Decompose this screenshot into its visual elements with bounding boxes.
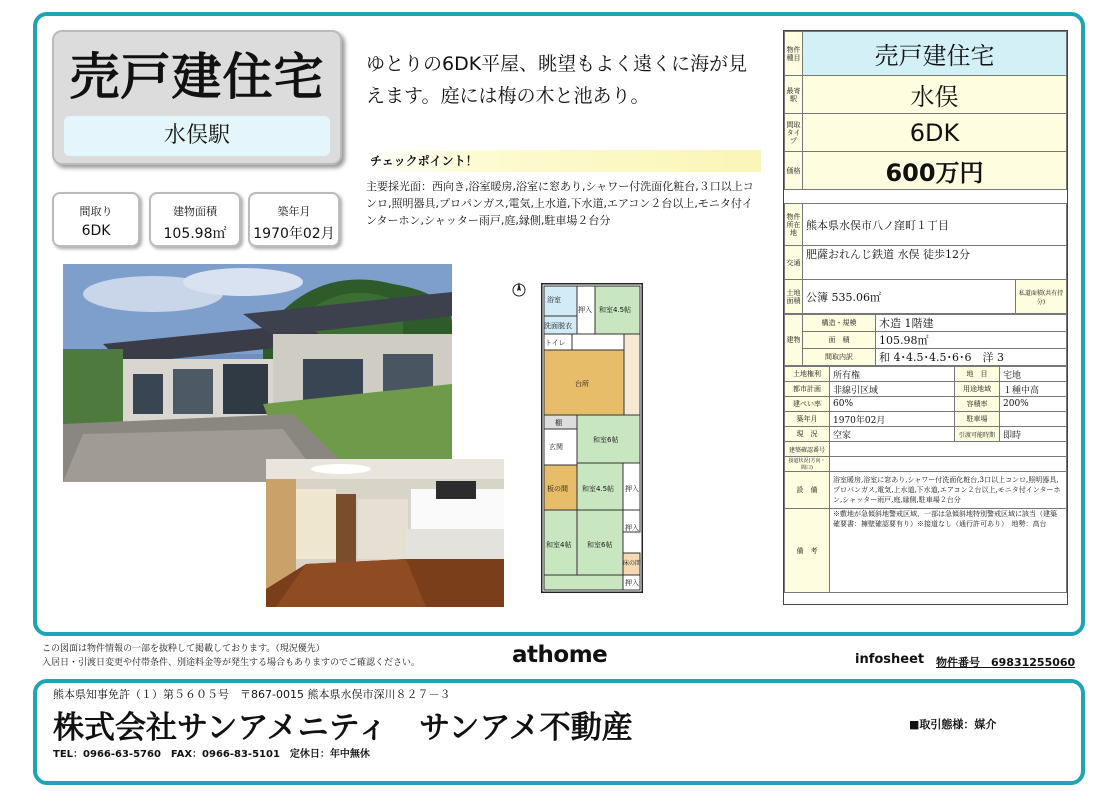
address-value: 熊本県水俣市八ノ窪町１丁目 bbox=[803, 204, 1067, 246]
property-number: 物件番号 69831255060 bbox=[936, 656, 1076, 669]
room-japanese-45-top: 和室4.5帖 bbox=[599, 306, 632, 314]
floor-plan bbox=[541, 283, 643, 593]
room-toilet: トイレ bbox=[545, 339, 566, 347]
remarks-value: ※敷地が急傾斜地警戒区域、一部は急傾斜地特別警戒区域に該当（建築確要書：擁壁確認要有り）※接道なし（通行許可あり） 地勢：高台 bbox=[830, 509, 1067, 593]
room-washroom: 洗面脱衣 bbox=[544, 322, 572, 330]
price-value: 600万円 bbox=[803, 152, 1067, 190]
interior-photo bbox=[266, 459, 504, 607]
area-label: 面 積 bbox=[803, 332, 876, 349]
room-entrance: 玄関 bbox=[549, 443, 563, 451]
delivery-label: 引渡可能時期 bbox=[955, 427, 1000, 442]
stat-layout-value: 6DK bbox=[81, 223, 111, 239]
room-bath: 浴室 bbox=[547, 296, 561, 304]
rooms-label: 間取内訳 bbox=[803, 349, 876, 366]
confirm-label: 建築確認番号 bbox=[785, 442, 830, 457]
station-value: 水俣 bbox=[803, 76, 1067, 114]
built-value: 1970年02月 bbox=[830, 412, 955, 427]
detail-table-top bbox=[784, 203, 1067, 314]
room-tokonoma: 床の間 bbox=[623, 560, 642, 567]
stat-built-label: 築年月 bbox=[277, 205, 311, 218]
type-label: 物件種目 bbox=[785, 32, 803, 76]
infosheet-label: infosheet bbox=[855, 652, 925, 667]
contact-info: TEL：0966-63-5760 FAX：0966-83-5101 定休日：年中無休 bbox=[53, 749, 370, 760]
equipment-label: 設 備 bbox=[785, 472, 830, 509]
city-plan-label: 都市計画 bbox=[785, 382, 830, 397]
room-japanese-45b: 和室4.5帖 bbox=[582, 485, 615, 493]
traffic-label: 交通 bbox=[785, 246, 803, 280]
stat-area-label: 建物面積 bbox=[173, 205, 217, 218]
deal-type: ■取引態様：媒介 bbox=[909, 718, 997, 731]
equipment-value: 浴室暖房,浴室に窓あり,シャワー付洗面化粧台,3口以上コンロ,照明器具,プロパンガス,電気,上水道,下水道,エアコン２台以上,モニタ付インターホン,シャッター雨戸,庭,縁側,駐車場２台分 bbox=[830, 472, 1067, 509]
room-japanese-6b: 和室6帖 bbox=[587, 541, 613, 549]
room-closet-top: 押入 bbox=[578, 306, 592, 314]
remarks-label: 備 考 bbox=[785, 509, 830, 593]
room-closet-mid: 押入 bbox=[625, 485, 639, 493]
coverage-value: 60% bbox=[830, 397, 955, 412]
structure-label: 構造・規模 bbox=[803, 315, 876, 332]
coverage-label: 建ぺい率 bbox=[785, 397, 830, 412]
price-label: 価格 bbox=[785, 152, 803, 190]
delivery-value: 即時 bbox=[1000, 427, 1067, 442]
building-table bbox=[784, 314, 1067, 366]
status-value: 空家 bbox=[830, 427, 955, 442]
stat-area bbox=[149, 192, 241, 247]
parking-value bbox=[1000, 412, 1067, 427]
exterior-photo bbox=[63, 264, 452, 482]
traffic-value: 肥薩おれんじ鉄道 水俣 徒歩12分 bbox=[803, 246, 1067, 280]
stat-layout bbox=[52, 192, 140, 247]
area-value: 105.98㎡ bbox=[876, 332, 1067, 349]
title-box bbox=[52, 30, 342, 165]
stat-area-value: 105.98㎡ bbox=[163, 226, 227, 242]
address-label: 物件所在地 bbox=[785, 204, 803, 246]
room-japanese-4: 和室4帖 bbox=[546, 541, 572, 549]
room-shelf: 棚 bbox=[555, 419, 562, 427]
built-label: 築年月 bbox=[785, 412, 830, 427]
private-road-label: 私道面積(共有持分) bbox=[1016, 280, 1067, 314]
checkpoint-title: チェックポイント！ bbox=[366, 150, 761, 172]
room-closet-bottom: 押入 bbox=[625, 579, 639, 587]
checkpoint-body: 主要採光面：西向き,浴室暖房,浴室に窓あり,シャワー付洗面化粧台,３口以上コンロ,照明器具,プロパンガス,電気,上水道,下水道,エアコン２台以上,モニタ付インターホン,シャッター雨戸,庭,縁側,駐車場２台分 bbox=[366, 180, 754, 227]
city-plan-value: 非線引区域 bbox=[830, 382, 955, 397]
layout-label: 間取タイプ bbox=[785, 114, 803, 152]
company-name: 株式会社サンアメニティ サンアメ不動産 bbox=[53, 710, 633, 746]
room-kitchen: 台所 bbox=[575, 380, 589, 388]
far-label: 容積率 bbox=[955, 397, 1000, 412]
north-compass-icon bbox=[512, 281, 526, 299]
category-label: 地 目 bbox=[955, 367, 1000, 382]
category-value: 宅地 bbox=[1000, 367, 1067, 382]
land-label: 土地面積 bbox=[785, 280, 803, 314]
room-closet-lower: 押入 bbox=[625, 524, 639, 532]
layout-value: 6DK bbox=[803, 114, 1067, 152]
summary-table bbox=[784, 31, 1067, 190]
station-label: 最寄駅 bbox=[785, 76, 803, 114]
station-title: 水俣駅 bbox=[64, 116, 330, 156]
stat-built-value: 1970年02月 bbox=[253, 226, 335, 242]
access-label: 接道状況(方向・間口) bbox=[785, 457, 830, 472]
zoning-value: １種中高 bbox=[1000, 382, 1067, 397]
status-label: 現 況 bbox=[785, 427, 830, 442]
rooms-value: 和 4･4.5･4.5･6･6 洋 3 bbox=[876, 349, 1067, 366]
stat-built bbox=[248, 192, 340, 247]
rights-value: 所有権 bbox=[830, 367, 955, 382]
far-value: 200% bbox=[1000, 397, 1067, 412]
license-info: 熊本県知事免許（１）第５６０５号 〒867-0015 熊本県水俣市深川８２７－３ bbox=[53, 688, 451, 701]
structure-value: 木造 1階建 bbox=[876, 315, 1067, 332]
notice bbox=[42, 642, 420, 670]
notice-line1: この図面は物件情報の一部を抜粋して掲載しております。（現況優先） bbox=[42, 644, 325, 654]
spec-table bbox=[784, 366, 1067, 593]
land-value: 公簿 535.06㎡ bbox=[803, 280, 1016, 314]
athome-logo: athome bbox=[512, 642, 608, 668]
confirm-value bbox=[830, 442, 1067, 457]
property-type-title: 売戸建住宅 bbox=[69, 48, 325, 106]
stat-layout-label: 間取り bbox=[79, 205, 113, 218]
building-label: 建物 bbox=[785, 315, 803, 366]
parking-label: 駐車場 bbox=[955, 412, 1000, 427]
notice-line2: 入居日・引渡日変更や付帯条件、別途料金等が発生する場合もありますのでご確認ください。 bbox=[42, 658, 421, 668]
headline: ゆとりの6DK平屋、眺望もよく遠くに海が見えます。庭には梅の木と池あり。 bbox=[366, 53, 748, 107]
room-japanese-6a: 和室6帖 bbox=[593, 436, 619, 444]
access-value bbox=[830, 457, 1067, 472]
room-wood-floor: 板の間 bbox=[547, 485, 568, 493]
type-value: 売戸建住宅 bbox=[803, 32, 1067, 76]
info-panel bbox=[783, 30, 1068, 605]
zoning-label: 用途地域 bbox=[955, 382, 1000, 397]
rights-label: 土地権利 bbox=[785, 367, 830, 382]
